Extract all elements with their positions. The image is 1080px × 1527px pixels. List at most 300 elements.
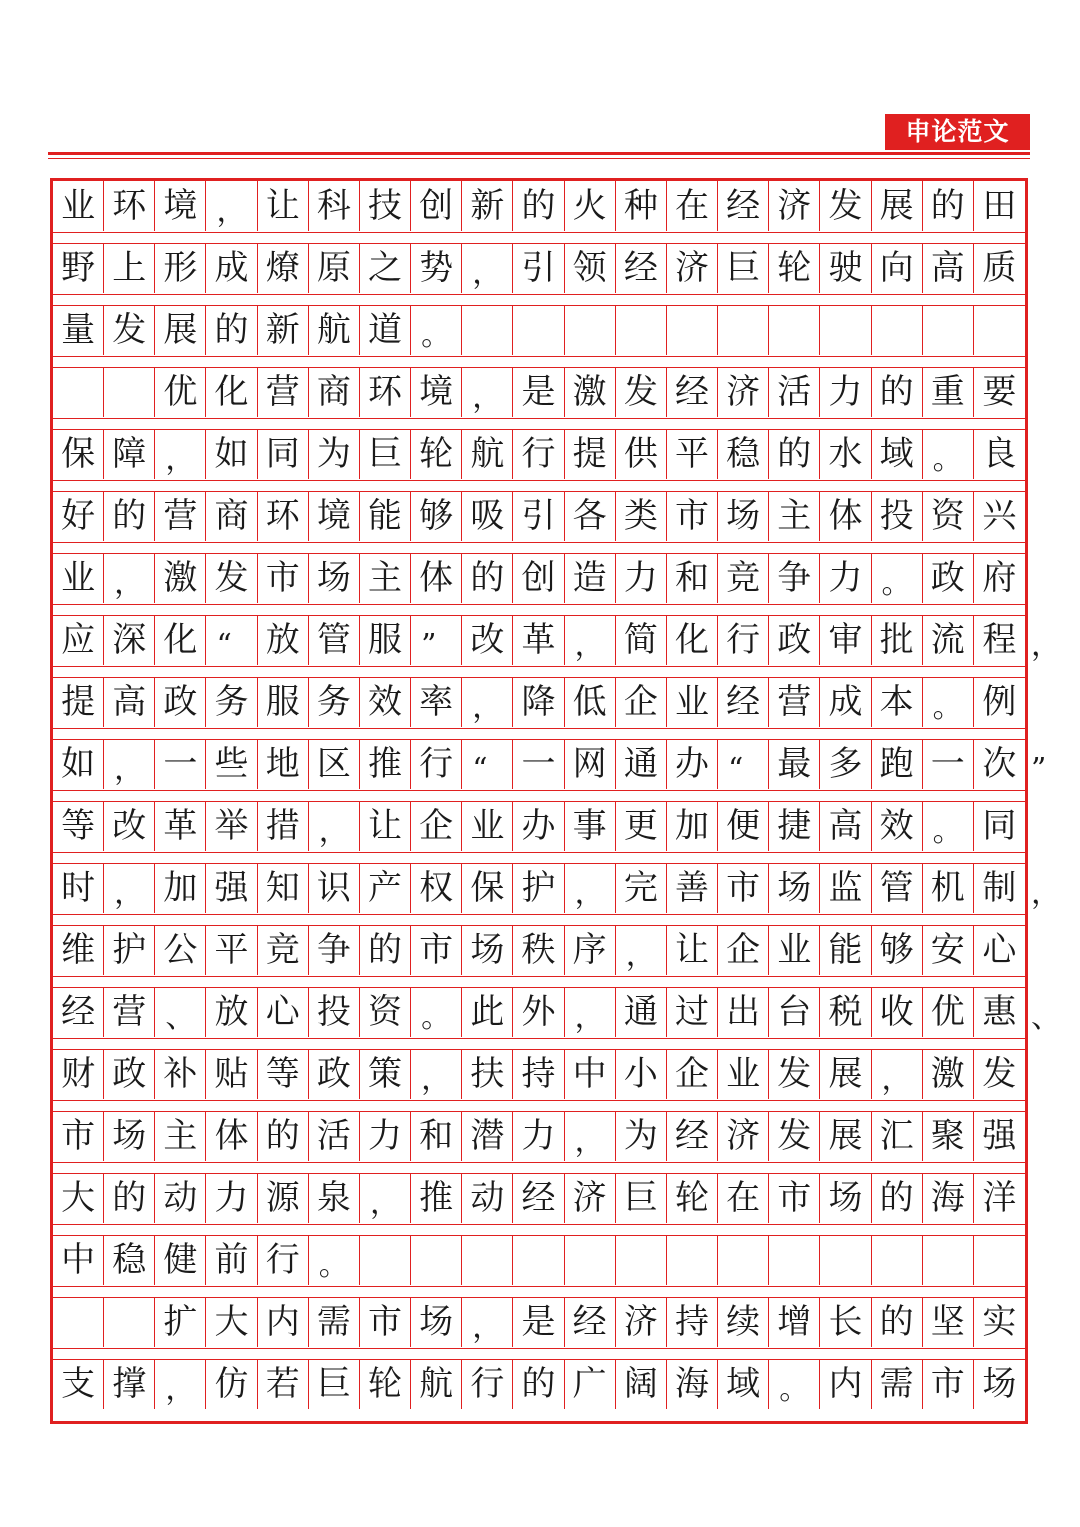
grid-cell <box>565 305 616 355</box>
grid-cell: 业 <box>718 1049 769 1099</box>
grid-cell: 和 <box>667 553 718 603</box>
grid-cell: 市 <box>718 863 769 913</box>
grid-row <box>53 863 1061 925</box>
grid-cell: 的 <box>872 1297 923 1347</box>
grid-cell: 策 <box>360 1049 411 1099</box>
grid-cell: 泉 <box>309 1173 360 1223</box>
grid-cell: 同 <box>258 429 309 479</box>
grid-cell: 量 <box>53 305 104 355</box>
grid-cell: 仿 <box>206 1359 257 1409</box>
grid-cell: 好 <box>53 491 104 541</box>
grid-cell: 场 <box>718 491 769 541</box>
grid-cell: 济 <box>565 1173 616 1223</box>
grid-cell: 服 <box>360 615 411 665</box>
grid-cell: 投 <box>872 491 923 541</box>
grid-cell: 商 <box>309 367 360 417</box>
grid-cell: 的 <box>923 181 974 231</box>
grid-cell <box>769 1235 820 1285</box>
grid-row <box>53 491 1025 553</box>
grid-cell: 维 <box>53 925 104 975</box>
grid-cell: 最 <box>769 739 820 789</box>
grid-cell: 平 <box>206 925 257 975</box>
grid-cell <box>565 1235 616 1285</box>
grid-cell: 的 <box>104 1173 155 1223</box>
grid-cell <box>462 1235 513 1285</box>
grid-cell: 内 <box>820 1359 871 1409</box>
grid-cell: 发 <box>769 1111 820 1161</box>
grid-cell: 管 <box>872 863 923 913</box>
grid-cell: 更 <box>616 801 667 851</box>
section-badge: 申论范文 <box>885 114 1030 150</box>
grid-cell: 识 <box>309 863 360 913</box>
grid-cell: 汇 <box>872 1111 923 1161</box>
grid-cell <box>104 367 155 417</box>
grid-row <box>53 553 1025 615</box>
grid-cell <box>53 1297 104 1347</box>
grid-cell: 力 <box>820 367 871 417</box>
grid-cell: 之 <box>360 243 411 293</box>
grid-cell: 保 <box>53 429 104 479</box>
grid-cell <box>616 1235 667 1285</box>
grid-cell: 批 <box>872 615 923 665</box>
grid-cell: 政 <box>104 1049 155 1099</box>
grid-cell: 扩 <box>155 1297 206 1347</box>
grid-cell <box>872 1235 923 1285</box>
grid-cell: 如 <box>53 739 104 789</box>
grid-cell: 海 <box>667 1359 718 1409</box>
grid-cell: 境 <box>411 367 462 417</box>
grid-cell: 便 <box>718 801 769 851</box>
grid-cell: 持 <box>667 1297 718 1347</box>
grid-cell: 率 <box>411 677 462 727</box>
grid-cell: 营 <box>155 491 206 541</box>
grid-cell: 捷 <box>769 801 820 851</box>
grid-cell: 务 <box>309 677 360 727</box>
grid-cell: 高 <box>923 243 974 293</box>
grid-cell: 支 <box>53 1359 104 1409</box>
grid-cell: ， <box>411 1049 462 1099</box>
grid-cell: 措 <box>258 801 309 851</box>
grid-cell: 机 <box>923 863 974 913</box>
grid-cell: 革 <box>513 615 564 665</box>
grid-cell: 境 <box>155 181 206 231</box>
grid-cell: 多 <box>820 739 871 789</box>
grid-cell: 通 <box>616 987 667 1037</box>
grid-cell: 经 <box>616 243 667 293</box>
grid-row <box>53 305 1025 367</box>
grid-cell <box>53 367 104 417</box>
grid-cell: 主 <box>360 553 411 603</box>
grid-cell: 商 <box>206 491 257 541</box>
grid-cell: 市 <box>667 491 718 541</box>
grid-cell: 行 <box>513 429 564 479</box>
grid-row <box>53 677 1025 739</box>
grid-row <box>53 243 1025 305</box>
grid-cell: 济 <box>616 1297 667 1347</box>
grid-cell: ， <box>206 181 257 231</box>
grid-cell: ， <box>872 1049 923 1099</box>
grid-cell: 源 <box>258 1173 309 1223</box>
grid-cell: 。 <box>923 677 974 727</box>
grid-cell: 改 <box>104 801 155 851</box>
grid-cell: 中 <box>565 1049 616 1099</box>
grid-cell: 心 <box>258 987 309 1037</box>
grid-cell: 如 <box>206 429 257 479</box>
grid-cell: 些 <box>206 739 257 789</box>
grid-cell: 动 <box>155 1173 206 1223</box>
grid-cell: 市 <box>360 1297 411 1347</box>
grid-cell: 供 <box>616 429 667 479</box>
grid-cell: 次 <box>982 744 1017 784</box>
grid-cell: 发 <box>104 305 155 355</box>
grid-cell: 前 <box>206 1235 257 1285</box>
grid-cell: 善 <box>667 863 718 913</box>
grid-cell: 体 <box>820 491 871 541</box>
grid-cell <box>718 1235 769 1285</box>
grid-cell: 。 <box>411 305 462 355</box>
grid-cell: 海 <box>923 1173 974 1223</box>
grid-cell: 化 <box>155 615 206 665</box>
grid-cell: 大 <box>53 1173 104 1223</box>
grid-cell: 等 <box>53 801 104 851</box>
grid-cell: 领 <box>565 243 616 293</box>
grid-cell: 航 <box>309 305 360 355</box>
grid-row <box>53 615 1061 677</box>
grid-cell: 场 <box>820 1173 871 1223</box>
grid-cell: 效 <box>360 677 411 727</box>
grid-cell: 。 <box>923 801 974 851</box>
grid-cell: 让 <box>360 801 411 851</box>
grid-cell: 业 <box>53 553 104 603</box>
grid-cell <box>667 305 718 355</box>
margin-punctuation: ， <box>1031 628 1061 663</box>
grid-cell: ， <box>104 863 155 913</box>
grid-cell: 大 <box>206 1297 257 1347</box>
grid-cell: 活 <box>309 1111 360 1161</box>
grid-cell: 创 <box>411 181 462 231</box>
grid-cell: 航 <box>462 429 513 479</box>
grid-cell: 激 <box>155 553 206 603</box>
grid-cell: 的 <box>258 1111 309 1161</box>
grid-row <box>53 429 1025 491</box>
grid-cell: 护 <box>104 925 155 975</box>
grid-cell: 障 <box>104 429 155 479</box>
grid-row <box>53 739 1047 801</box>
grid-cell: 驶 <box>820 243 871 293</box>
margin-punctuation: ， <box>1031 876 1061 911</box>
grid-cell: 航 <box>411 1359 462 1409</box>
grid-cell <box>820 1235 871 1285</box>
grid-row <box>53 1173 1025 1235</box>
grid-cell: 过 <box>667 987 718 1037</box>
grid-cell: 兴 <box>982 496 1017 536</box>
grid-cell: 贴 <box>206 1049 257 1099</box>
grid-cell: 的 <box>462 553 513 603</box>
grid-cell: 撑 <box>104 1359 155 1409</box>
grid-cell: ， <box>462 367 513 417</box>
grid-cell: 够 <box>411 491 462 541</box>
grid-row <box>53 1049 1025 1111</box>
grid-cell: 场 <box>104 1111 155 1161</box>
grid-cell: 引 <box>513 243 564 293</box>
grid-cell: 济 <box>769 181 820 231</box>
grid-cell <box>104 1297 155 1347</box>
grid-cell: ， <box>104 553 155 603</box>
grid-cell: 主 <box>155 1111 206 1161</box>
grid-cell: 健 <box>155 1235 206 1285</box>
grid-cell: 广 <box>565 1359 616 1409</box>
grid-cell: 的 <box>104 491 155 541</box>
grid-cell: ” <box>411 615 462 665</box>
grid-cell: 动 <box>462 1173 513 1223</box>
grid-cell: 环 <box>258 491 309 541</box>
grid-cell <box>616 305 667 355</box>
grid-cell: ， <box>565 987 616 1037</box>
grid-cell: 场 <box>411 1297 462 1347</box>
header-rule-thick <box>48 152 1030 155</box>
grid-cell: 竞 <box>258 925 309 975</box>
grid-cell: 展 <box>872 181 923 231</box>
grid-cell: 争 <box>769 553 820 603</box>
grid-cell: 行 <box>258 1235 309 1285</box>
grid-cell: 政 <box>309 1049 360 1099</box>
grid-cell: 够 <box>872 925 923 975</box>
grid-cell: 聚 <box>923 1111 974 1161</box>
grid-cell: 的 <box>769 429 820 479</box>
grid-cell: 让 <box>667 925 718 975</box>
grid-cell: 势 <box>411 243 462 293</box>
grid-cell: 投 <box>309 987 360 1037</box>
grid-cell: 能 <box>820 925 871 975</box>
grid-row <box>53 1359 1025 1421</box>
grid-cell: 跑 <box>872 739 923 789</box>
grid-cell: 域 <box>718 1359 769 1409</box>
grid-cell: 秩 <box>513 925 564 975</box>
grid-cell <box>923 305 974 355</box>
grid-cell: 的 <box>872 367 923 417</box>
grid-cell: 境 <box>309 491 360 541</box>
grid-row <box>53 801 1025 863</box>
grid-cell: 巨 <box>309 1359 360 1409</box>
grid-cell: 管 <box>309 615 360 665</box>
grid-cell: 。 <box>309 1235 360 1285</box>
grid-cell: 新 <box>462 181 513 231</box>
grid-row <box>53 181 1025 243</box>
grid-cell: 场 <box>769 863 820 913</box>
grid-cell: 出 <box>718 987 769 1037</box>
grid-cell: 环 <box>104 181 155 231</box>
grid-row <box>53 987 1061 1049</box>
grid-cell: 是 <box>513 1297 564 1347</box>
grid-cell: 行 <box>411 739 462 789</box>
grid-cell: 业 <box>769 925 820 975</box>
grid-cell: 要 <box>982 372 1017 412</box>
grid-cell: 稳 <box>718 429 769 479</box>
grid-cell: 服 <box>258 677 309 727</box>
grid-cell: 轮 <box>769 243 820 293</box>
grid-cell: 加 <box>155 863 206 913</box>
grid-cell: 竞 <box>718 553 769 603</box>
grid-cell: 时 <box>53 863 104 913</box>
grid-cell: 需 <box>872 1359 923 1409</box>
grid-cell: 经 <box>513 1173 564 1223</box>
grid-cell: 质 <box>982 248 1017 288</box>
grid-cell: 平 <box>667 429 718 479</box>
grid-cell: 能 <box>360 491 411 541</box>
grid-cell: 地 <box>258 739 309 789</box>
grid-cell <box>872 305 923 355</box>
grid-cell: 续 <box>718 1297 769 1347</box>
grid-cell: 中 <box>53 1235 104 1285</box>
grid-cell: 原 <box>309 243 360 293</box>
grid-cell: 加 <box>667 801 718 851</box>
grid-cell: 惠 <box>982 992 1017 1032</box>
grid-cell: 市 <box>769 1173 820 1223</box>
grid-cell: 激 <box>923 1049 974 1099</box>
grid-cell: ， <box>565 863 616 913</box>
grid-cell: 引 <box>513 491 564 541</box>
grid-cell <box>513 305 564 355</box>
grid-cell: 业 <box>53 181 104 231</box>
grid-cell: 安 <box>923 925 974 975</box>
grid-cell: 的 <box>360 925 411 975</box>
grid-cell: 强 <box>206 863 257 913</box>
grid-cell: 同 <box>982 806 1017 846</box>
grid-cell: 企 <box>718 925 769 975</box>
grid-cell: 展 <box>155 305 206 355</box>
grid-cell: 环 <box>360 367 411 417</box>
grid-cell: 场 <box>982 1364 1017 1404</box>
grid-cell: 流 <box>923 615 974 665</box>
grid-cell: 制 <box>982 868 1017 908</box>
grid-cell: ， <box>155 1359 206 1409</box>
grid-cell: 行 <box>718 615 769 665</box>
grid-cell: 轮 <box>360 1359 411 1409</box>
grid-cell: 发 <box>769 1049 820 1099</box>
grid-cell: 本 <box>872 677 923 727</box>
grid-cell: 向 <box>872 243 923 293</box>
grid-cell: 各 <box>565 491 616 541</box>
grid-cell <box>769 305 820 355</box>
grid-cell: 降 <box>513 677 564 727</box>
grid-cell: 在 <box>718 1173 769 1223</box>
grid-cell: 火 <box>565 181 616 231</box>
grid-cell: 造 <box>565 553 616 603</box>
grid-cell: 成 <box>820 677 871 727</box>
grid-cell: “ <box>206 615 257 665</box>
grid-cell: 展 <box>820 1049 871 1099</box>
grid-cell: 序 <box>565 925 616 975</box>
grid-cell: 高 <box>104 677 155 727</box>
grid-cell: 业 <box>667 677 718 727</box>
grid-cell: 野 <box>53 243 104 293</box>
grid-cell: 体 <box>206 1111 257 1161</box>
grid-cell: 一 <box>155 739 206 789</box>
grid-cell: 企 <box>616 677 667 727</box>
grid-cell: 经 <box>667 1111 718 1161</box>
grid-cell: 成 <box>206 243 257 293</box>
grid-cell: 办 <box>667 739 718 789</box>
grid-cell: 力 <box>360 1111 411 1161</box>
grid-cell: 体 <box>411 553 462 603</box>
grid-cell: 举 <box>206 801 257 851</box>
grid-cell: 为 <box>616 1111 667 1161</box>
grid-cell: 一 <box>513 739 564 789</box>
grid-cell: 小 <box>616 1049 667 1099</box>
grid-cell: 深 <box>104 615 155 665</box>
grid-cell: 高 <box>820 801 871 851</box>
grid-cell: 的 <box>206 305 257 355</box>
grid-cell: 资 <box>360 987 411 1037</box>
grid-cell: 实 <box>982 1302 1017 1342</box>
grid-cell: “ <box>462 739 513 789</box>
grid-cell: 效 <box>872 801 923 851</box>
grid-cell: 巨 <box>718 243 769 293</box>
grid-cell: 监 <box>820 863 871 913</box>
grid-cell: 强 <box>982 1116 1017 1156</box>
grid-cell: 、 <box>155 987 206 1037</box>
grid-cell <box>360 1235 411 1285</box>
grid-cell: 发 <box>820 181 871 231</box>
grid-cell: 济 <box>718 1111 769 1161</box>
grid-cell: 经 <box>718 181 769 231</box>
grid-cell: 政 <box>923 553 974 603</box>
grid-cell: 种 <box>616 181 667 231</box>
grid-cell: 补 <box>155 1049 206 1099</box>
grid-cell: 优 <box>155 367 206 417</box>
grid-cell: 推 <box>360 739 411 789</box>
grid-cell: 力 <box>513 1111 564 1161</box>
grid-cell: 推 <box>411 1173 462 1223</box>
grid-cell: 水 <box>820 429 871 479</box>
grid-cell: 展 <box>820 1111 871 1161</box>
grid-cell: 办 <box>513 801 564 851</box>
grid-cell <box>462 305 513 355</box>
grid-cell: 阔 <box>616 1359 667 1409</box>
grid-cell: 在 <box>667 181 718 231</box>
grid-cell: 放 <box>258 615 309 665</box>
grid-cell: 轮 <box>411 429 462 479</box>
grid-cell <box>974 305 1025 355</box>
grid-cell: 权 <box>411 863 462 913</box>
grid-cell: 护 <box>513 863 564 913</box>
grid-cell: 田 <box>982 186 1017 226</box>
grid-cell: 财 <box>53 1049 104 1099</box>
grid-cell: 改 <box>462 615 513 665</box>
grid-cell: 活 <box>769 367 820 417</box>
grid-cell: 洋 <box>982 1178 1017 1218</box>
grid-cell: 企 <box>411 801 462 851</box>
grid-cell: 政 <box>155 677 206 727</box>
grid-cell: ， <box>462 243 513 293</box>
grid-cell: 心 <box>982 930 1017 970</box>
margin-punctuation: 、 <box>1031 1000 1061 1035</box>
grid-cell: 的 <box>872 1173 923 1223</box>
grid-cell: ， <box>565 615 616 665</box>
grid-cell: 事 <box>565 801 616 851</box>
grid-cell: 资 <box>923 491 974 541</box>
grid-cell: 收 <box>872 987 923 1037</box>
grid-cell: 经 <box>667 367 718 417</box>
grid-cell: 技 <box>360 181 411 231</box>
grid-cell: 一 <box>923 739 974 789</box>
grid-cell: 轮 <box>667 1173 718 1223</box>
grid-cell: 市 <box>53 1111 104 1161</box>
grid-cell: 审 <box>820 615 871 665</box>
grid-cell: 巨 <box>360 429 411 479</box>
grid-cell: 应 <box>53 615 104 665</box>
grid-cell: 经 <box>565 1297 616 1347</box>
